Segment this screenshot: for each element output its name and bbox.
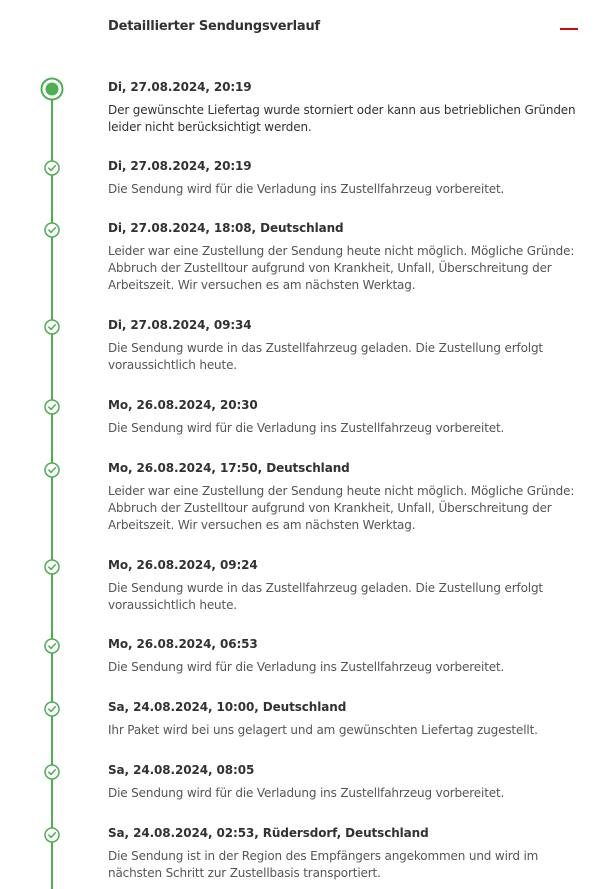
- event-date: Di, 27.08.2024, 18:08, Deutschland: [108, 221, 344, 235]
- event-description: Leider war eine Zustellung der Sendung heute nicht möglich. Mögliche Gründe: Abbruch der Zustelltour aufgrund von Krankheit, Unfall, Überschreitung der Arbeitszeit. Wir versuchen es am nächsten Werktag.: [108, 244, 575, 292]
- check-circle-icon: [44, 399, 60, 415]
- event-description: Die Sendung wird für die Verladung ins Zustellfahrzeug vorbereitet.: [108, 660, 505, 674]
- event-description: Ihr Paket wird bei uns gelagert und am gewünschten Liefertag zugestellt.: [108, 723, 538, 737]
- event-description: Der gewünschte Liefertag wurde storniert oder kann aus betrieblichen Gründen leider nicht berücksichtigt werden.: [108, 103, 576, 134]
- event-description: Die Sendung wird für die Verladung ins Zustellfahrzeug vorbereitet.: [108, 786, 505, 800]
- check-circle-icon: [44, 701, 60, 717]
- check-circle-icon: [44, 222, 60, 238]
- event-description: Leider war eine Zustellung der Sendung heute nicht möglich. Mögliche Gründe: Abbruch der Zustelltour aufgrund von Krankheit, Unfall, Überschreitung der Arbeitszeit. Wir versuchen es am nächsten Werktag.: [108, 484, 575, 532]
- event-description: Die Sendung wurde in das Zustellfahrzeug geladen. Die Zustellung erfolgt voraussichtlich heute.: [108, 581, 543, 612]
- event-description: Die Sendung wird für die Verladung ins Zustellfahrzeug vorbereitet.: [108, 421, 505, 435]
- event-date: Sa, 24.08.2024, 08:05: [108, 763, 255, 777]
- check-circle-icon: [44, 319, 60, 335]
- check-circle-icon: [44, 462, 60, 478]
- check-circle-icon: [44, 764, 60, 780]
- event-date: Sa, 24.08.2024, 02:53, Rüdersdorf, Deutschland: [108, 826, 429, 840]
- event-date: Mo, 26.08.2024, 06:53: [108, 637, 258, 651]
- event-description: Die Sendung wird für die Verladung ins Zustellfahrzeug vorbereitet.: [108, 182, 505, 196]
- event-date: Mo, 26.08.2024, 09:24: [108, 558, 258, 572]
- event-description: Die Sendung wurde in das Zustellfahrzeug geladen. Die Zustellung erfolgt voraussichtlich heute.: [108, 341, 543, 372]
- event-date: Di, 27.08.2024, 20:19: [108, 159, 252, 173]
- check-circle-icon: [44, 559, 60, 575]
- check-circle-icon: [44, 827, 60, 843]
- event-date: Sa, 24.08.2024, 10:00, Deutschland: [108, 700, 347, 714]
- event-date: Mo, 26.08.2024, 17:50, Deutschland: [108, 461, 350, 475]
- check-circle-icon: [44, 160, 60, 176]
- event-date: Di, 27.08.2024, 20:19: [108, 80, 252, 94]
- event-description: Die Sendung ist in der Region des Empfängers angekommen und wird im nächsten Schritt zur Zustellbasis transportiert.: [108, 849, 539, 880]
- event-date: Mo, 26.08.2024, 20:30: [108, 398, 258, 412]
- current-status-icon: [40, 77, 64, 101]
- section-title: Detaillierter Sendungsverlauf: [108, 19, 320, 34]
- check-circle-icon: [44, 638, 60, 654]
- event-date: Di, 27.08.2024, 09:34: [108, 318, 252, 332]
